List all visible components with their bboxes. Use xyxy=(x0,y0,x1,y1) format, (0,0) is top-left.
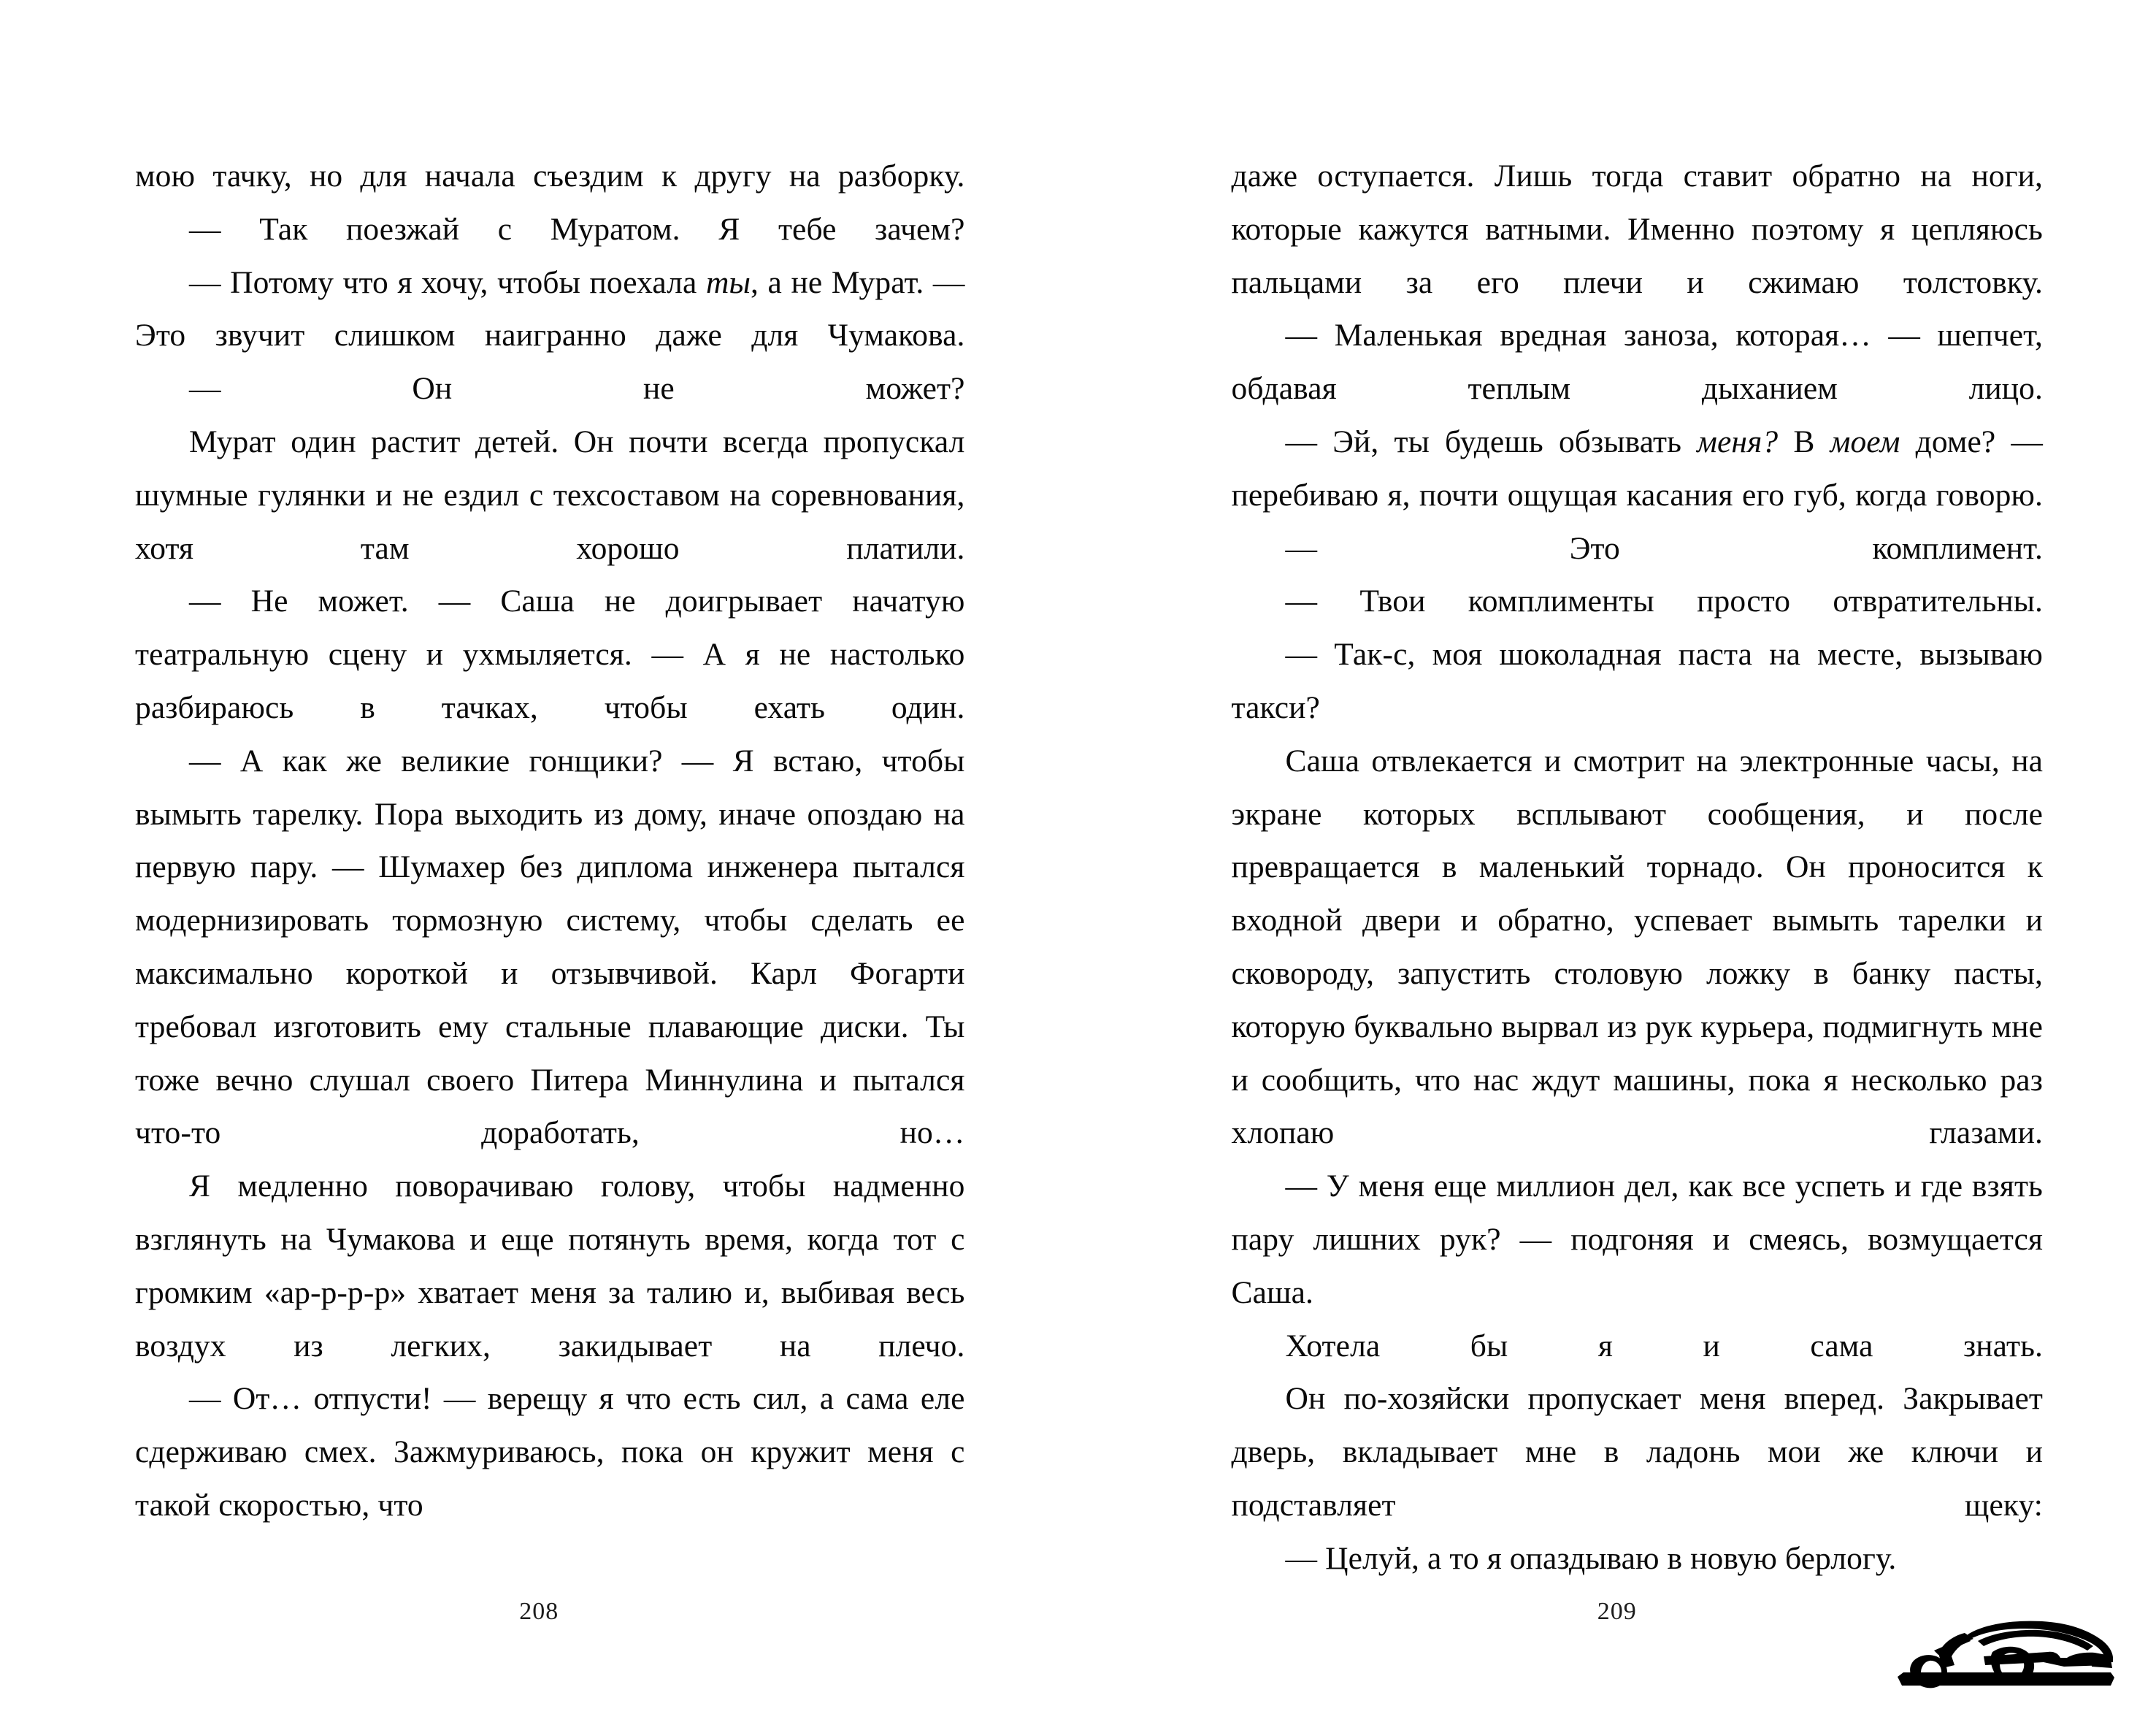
paragraph: — Маленькая вредная заноза, которая… — шепчет, обдавая теплым дыханием лицо. xyxy=(1231,318,2043,407)
paragraph: — Целуй, а то я опаздываю в новую берлогу. xyxy=(1285,1540,1897,1576)
paragraph: даже оступается. Лишь тогда ставит обратно на ноги, которые кажутся ватными. Именно поэтому я цепляюсь пальцами за его плечи и сжимаю толстовку. xyxy=(1231,158,2043,300)
left-column-text xyxy=(135,150,965,1532)
paragraph: — Не может. — Саша не доигрывает начатую театральную сцену и ухмыляется. — А я не настолько разбираюсь в тачках, чтобы ехать один. xyxy=(135,584,965,725)
paragraph: — Он не может? xyxy=(189,371,965,407)
paragraph: — Эй, ты будешь обзывать меня? В моем доме? — перебиваю я, почти ощущая касания его губ, когда говорю. xyxy=(1231,424,2043,513)
right-column-text xyxy=(1232,150,2044,1586)
sports-car-icon xyxy=(1892,1610,2118,1697)
paragraph: — Это комплимент. xyxy=(1285,530,2043,566)
page-number-left: 208 xyxy=(519,1598,559,1625)
emphasis-text: меня? xyxy=(1697,424,1779,459)
paragraph: — У меня еще миллион дел, как все успеть и где взять пару лишних рук? — подгоняя и смеясь, возмущается Саша. xyxy=(1231,1169,2043,1310)
paragraph: Саша отвлекается и смотрит на электронные часы, на экране которых всплывают сообщения, и после превращается в маленький торнадо. Он проносится к входной двери и обратно, успевает вымыть тарелки и сковороду, запустить столовую ложку в банку пасты, которую буквально вырвал из рук курьера, подмигнуть мне и сообщить, что нас ждут машины, пока я несколько раз хлопаю глазами. xyxy=(1231,743,2043,1151)
paragraph: — Твои комплименты просто отвратительны. xyxy=(1285,584,2043,619)
page-number-right: 209 xyxy=(1597,1598,1637,1625)
paragraph: — Так-с, моя шоколадная паста на месте, вызываю такси? xyxy=(1231,637,2043,725)
paragraph: — От… отпусти! — верещу я что есть сил, а сама еле сдерживаю смех. Зажмуриваюсь, пока он кружит меня с такой скоростью, что xyxy=(135,1381,965,1523)
paragraph: — Так поезжай с Муратом. Я тебе зачем? xyxy=(189,211,965,247)
paragraph: Хотела бы я и сама знать. xyxy=(1285,1328,2043,1363)
paragraph: Мурат один растит детей. Он почти всегда пропускал шумные гулянки и не ездил с техсоставом на соревнования, хотя там хорошо платили. xyxy=(135,424,965,566)
paragraph: Я медленно поворачиваю голову, чтобы надменно взглянуть на Чумакова и еще потянуть время, когда тот с громким «ар-р-р-р» хватает меня за талию и, выбивая весь воздух из легких, закидывает на плечо. xyxy=(135,1169,965,1363)
paragraph: — А как же великие гонщики? — Я встаю, чтобы вымыть тарелку. Пора выходить из дому, иначе опоздаю на первую пару. — Шумахер без диплома инженера пытался модернизировать тормозную систему, чтобы сделать ее максимально короткой и отзывчивой. Карл Фогарти требовал изготовить ему стальные плавающие диски. Ты тоже вечно слушал своего Питера Миннулина и пытался что-то доработать, но… xyxy=(135,743,965,1151)
paragraph: Он по-хозяйски пропускает меня вперед. Закрывает дверь, вкладывает мне в ладонь мои же ключи и подставляет щеку: xyxy=(1231,1381,2043,1523)
emphasis-text: ты xyxy=(705,264,751,300)
emphasis-text: моем xyxy=(1830,424,1900,459)
paragraph: мою тачку, но для начала съездим к другу на разборку. xyxy=(135,158,965,194)
paragraph: — Потому что я хочу, чтобы поехала ты, а не Мурат. — Это звучит слишком наигранно даже для Чумакова. xyxy=(135,264,965,353)
page-right xyxy=(1078,0,2156,1725)
